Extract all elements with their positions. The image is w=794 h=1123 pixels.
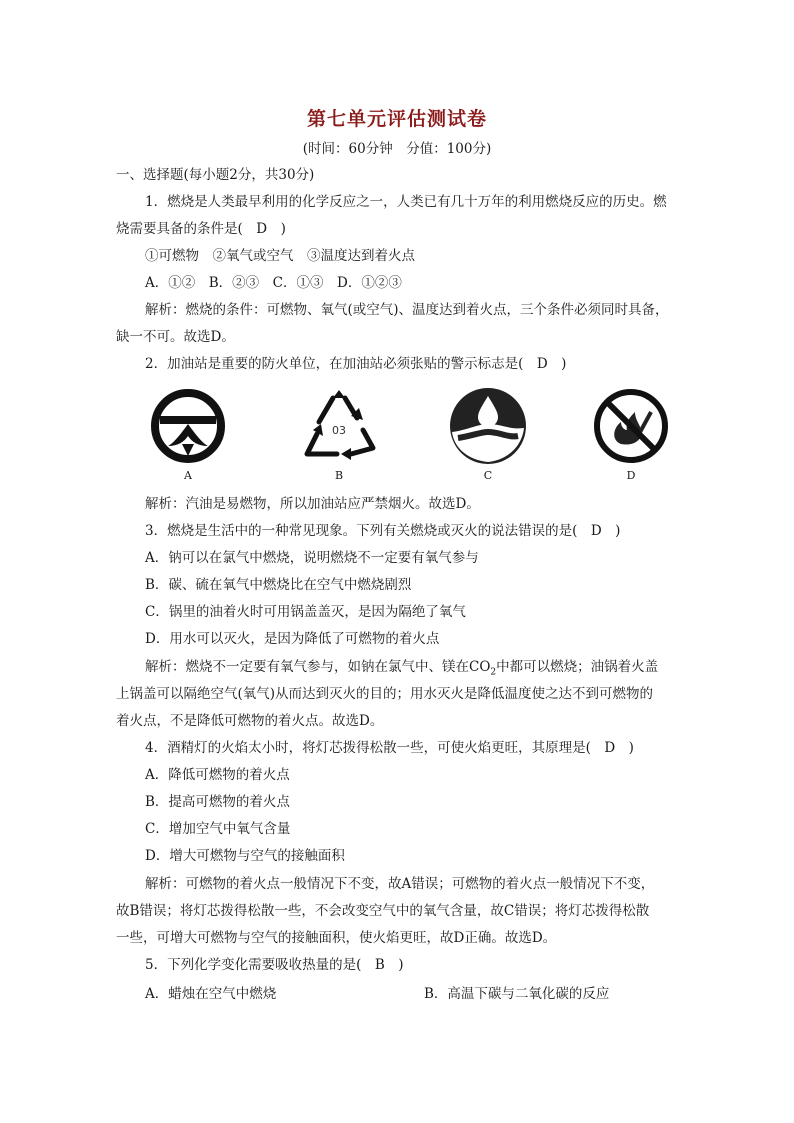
- q1-stem-line2: 烧需要具备的条件是( D ): [116, 221, 286, 237]
- q3-option-c: C．锅里的油着火时可用锅盖盖灭，是因为隔绝了氧气: [145, 604, 466, 620]
- q2-stem: 2．加油站是重要的防火单位，在加油站必须张贴的警示标志是( D ): [145, 356, 567, 372]
- q4-option-a: A．降低可燃物的着火点: [145, 767, 290, 783]
- q4-option-d: D．增大可燃物与空气的接触面积: [145, 848, 345, 864]
- icon-label-d: D: [626, 469, 636, 482]
- q5-option-a: A．蜡烛在空气中燃烧: [145, 986, 277, 1002]
- q4-option-b: B．提高可燃物的着火点: [145, 794, 290, 810]
- q5-option-b: B．高温下碳与二氧化碳的反应: [424, 986, 610, 1002]
- icon-label-b: B: [334, 469, 344, 482]
- q3-analysis-line3: 着火点，不是降低可燃物的着火点。故选D。: [116, 713, 384, 729]
- q4-option-c: C．增加空气中氧气含量: [145, 821, 291, 837]
- q4-analysis-line2: 故B错误；将灯芯拨得松散一些，不会改变空气中的氧气含量，故C错误；将灯芯拨得松散: [116, 903, 650, 919]
- recycle-code: 03: [332, 424, 346, 437]
- no-fire-icon: [591, 386, 671, 466]
- q2-analysis: 解析：汽油是易燃物，所以加油站应严禁烟火。故选D。: [145, 496, 480, 512]
- q1-analysis-line1: 解析：燃烧的条件：可燃物、氧气(或空气)、温度达到着火点，三个条件必须同时具备，: [145, 302, 669, 318]
- icon-label-c: C: [483, 469, 493, 482]
- q3-option-a: A．钠可以在氯气中燃烧，说明燃烧不一定要有氧气参与: [145, 550, 479, 566]
- quality-mark-icon: [148, 386, 228, 466]
- q4-analysis-line3: 一些，可增大可燃物与空气的接触面积，使火焰更旺，故D正确。故选D。: [116, 930, 557, 946]
- q3-analysis-line2: 上锅盖可以隔绝空气(氧气)从而达到灭火的目的；用水灭火是降低温度使之达不到可燃物的: [116, 686, 654, 702]
- recycle-icon: [299, 386, 379, 466]
- q1-options: A．①② B．②③ C．①③ D．①②③: [145, 275, 402, 291]
- icon-label-a: A: [184, 469, 192, 482]
- q3-analysis-line1: 解析：燃烧不一定要有氧气参与，如钠在氯气中、镁在$CO_2$中都可以燃烧；油锅着火盖: [145, 659, 659, 678]
- q3-stem: 3．燃烧是生活中的一种常见现象。下列有关燃烧或灭火的说法错误的是( D ): [145, 523, 621, 539]
- q1-analysis-line2: 缺一不可。故选D。: [116, 329, 235, 345]
- page-title: 第七单元评估测试卷: [306, 108, 487, 130]
- q5-stem: 5．下列化学变化需要吸收热量的是( B ): [145, 957, 404, 973]
- section-heading: 一、选择题(每小题2分，共30分): [116, 167, 315, 183]
- q4-analysis-line1: 解析：可燃物的着火点一般情况下不变，故A错误；可燃物的着火点一般情况下不变，: [145, 876, 655, 892]
- q1-conditions: ①可燃物 ②氧气或空气 ③温度达到着火点: [145, 248, 415, 264]
- q1-stem-line1: 1．燃烧是人类最早利用的化学反应之一，人类已有几十万年的利用燃烧反应的历史。燃: [145, 194, 667, 210]
- q3-option-d: D．用水可以灭火，是因为降低了可燃物的着火点: [145, 631, 440, 647]
- q4-stem: 4．酒精灯的火焰太小时，将灯芯拨得松散一些，可使火焰更旺，其原理是( D ): [145, 740, 634, 756]
- water-saving-icon: [448, 386, 528, 466]
- q3-option-b: B．碳、硫在氧气中燃烧比在空气中燃烧剧烈: [145, 577, 412, 593]
- page-subtitle: (时间：60分钟 分值：100分): [302, 141, 492, 157]
